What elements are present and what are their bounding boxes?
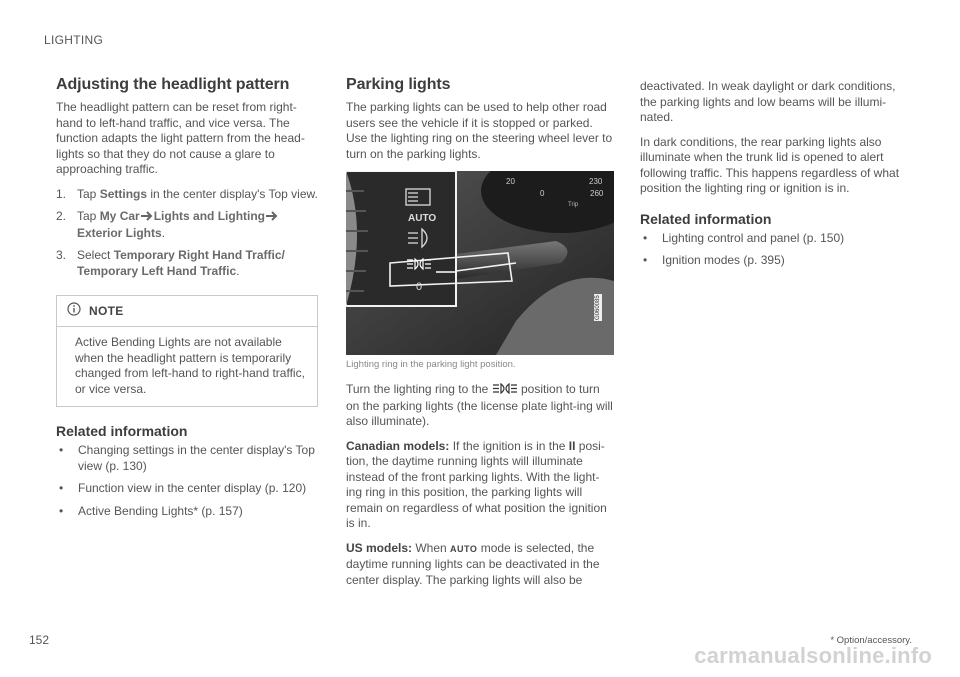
figure-caption: Lighting ring in the parking light position. [346, 359, 516, 370]
lighting-ring-photo [346, 171, 614, 355]
step-item [56, 187, 318, 203]
note-text: Active Bending Lights are not available when the headlight pattern is temporarily changed from left-hand to right-hand traffic, or vice versa. [75, 335, 305, 396]
related-link[interactable]: • Ignition modes (p. 395) [640, 253, 908, 269]
arrow-right-icon [140, 210, 154, 226]
parking-intro: The parking lights can be used to help other road users see the vehicle if it is stopped or parked. Use the lighting ring on the steering wheel lever to turn on the parking lights. [346, 100, 613, 161]
us-text: mode is selected, the daytime running lights can be deactivated in the center display. The parking lights will also be [346, 540, 600, 587]
canadian-models-paragraph [346, 439, 614, 532]
step-number: 2. [56, 209, 67, 223]
gauge-label: 260 [590, 189, 604, 198]
step-number: 3. [56, 248, 67, 262]
related-link[interactable]: • Function view in the center display (p. 120) [56, 481, 318, 497]
section-title-headlight-pattern: Adjusting the headlight pattern [56, 76, 290, 93]
ui-settings: Settings [99, 186, 148, 201]
related-link[interactable]: • Active Bending Lights* (p. 157) [56, 504, 318, 520]
page-number: 152 [29, 633, 50, 647]
note-body [57, 327, 317, 406]
canadian-text: If the ignition is in the [449, 438, 569, 453]
step-text: . [236, 263, 240, 278]
step-text: Select [77, 248, 114, 262]
headlight-intro: The headlight pattern can be reset from right-hand to left-hand traffic, and vice versa. The function adapts the light pattern from the head-lights so that they do not cause a glare to approaching traffic. [56, 100, 305, 176]
ui-lights-and-lighting: Lights and Lighting [153, 209, 266, 223]
ui-my-car: My Car [99, 209, 140, 223]
column-headlight-pattern [56, 76, 318, 526]
step-number: 1. [56, 186, 67, 201]
step-text: Tap [77, 186, 100, 201]
figure-code: G060085 [595, 295, 601, 320]
related-link[interactable]: • Changing settings in the center display's Top view (p. 130) [56, 443, 318, 474]
us-models-paragraph [346, 541, 614, 589]
info-icon [67, 302, 81, 321]
turn-text: position to turn on the parking lights (the license plate light-ing will also illuminate). [346, 382, 613, 428]
arrow-right-icon [265, 210, 279, 226]
canadian-models-label: Canadian models: [346, 438, 450, 453]
section-title-parking-lights: Parking lights [346, 76, 451, 93]
step-item [56, 248, 318, 279]
turn-text: Turn the lighting ring to the [346, 382, 489, 396]
auto-label: AUTO [408, 213, 437, 224]
related-info-list [640, 231, 908, 269]
gauge-label: 230 [589, 177, 603, 186]
step-text: in the center display's Top view. [147, 186, 318, 201]
rear-parking-paragraph: In dark conditions, the rear parking lights also illuminate when the trunk lid is opened to alert following traffic. This happens regardless of what position the lighting ring or ignition is in. [640, 134, 900, 195]
continued-paragraph: deactivated. In weak daylight or dark conditions, the parking lights and low beams will be illumi-nated. [640, 79, 896, 124]
related-link[interactable]: • Lighting control and panel (p. 150) [640, 231, 908, 247]
us-text: When [412, 540, 447, 555]
turn-ring-paragraph [346, 382, 614, 430]
parking-light-symbol-icon [406, 257, 432, 275]
ui-temporary-traffic: Temporary Right Hand Traffic/ Temporary Left Hand Traffic [77, 248, 285, 278]
footnote: * Option/accessory. [830, 635, 912, 646]
related-info-title: Related information [640, 210, 772, 227]
auto-symbol: AUTO [450, 543, 478, 554]
running-header: LIGHTING [44, 33, 104, 47]
watermark: carmanualsonline.info [694, 643, 932, 668]
step-text: . [161, 225, 166, 240]
column-parking-lights [346, 76, 614, 597]
parking-light-symbol-icon [492, 383, 518, 399]
related-info-title: Related information [56, 423, 188, 439]
note-title: NOTE [89, 304, 124, 318]
note-header [57, 296, 317, 327]
trip-label: Trip [568, 202, 579, 208]
us-models-label: US models: [346, 540, 413, 555]
steps-list [56, 187, 318, 280]
ignition-position-label: II [568, 438, 576, 453]
gauge-label: 20 [506, 177, 515, 186]
step-text: Tap [77, 209, 100, 223]
ui-exterior-lights: Exterior Lights [77, 225, 162, 240]
note-box [56, 295, 318, 407]
step-item [56, 209, 318, 241]
canadian-text: posi-tion, the daytime running lights will illuminate instead of the front parking lights. With the light-ing ring in this position, the parking lights will remain on regardless of what position the ignition is in. [346, 438, 607, 530]
zero-label: 0 [416, 281, 423, 293]
gauge-label: 0 [540, 189, 545, 198]
related-info-list [56, 443, 318, 519]
column-continued [640, 79, 908, 276]
